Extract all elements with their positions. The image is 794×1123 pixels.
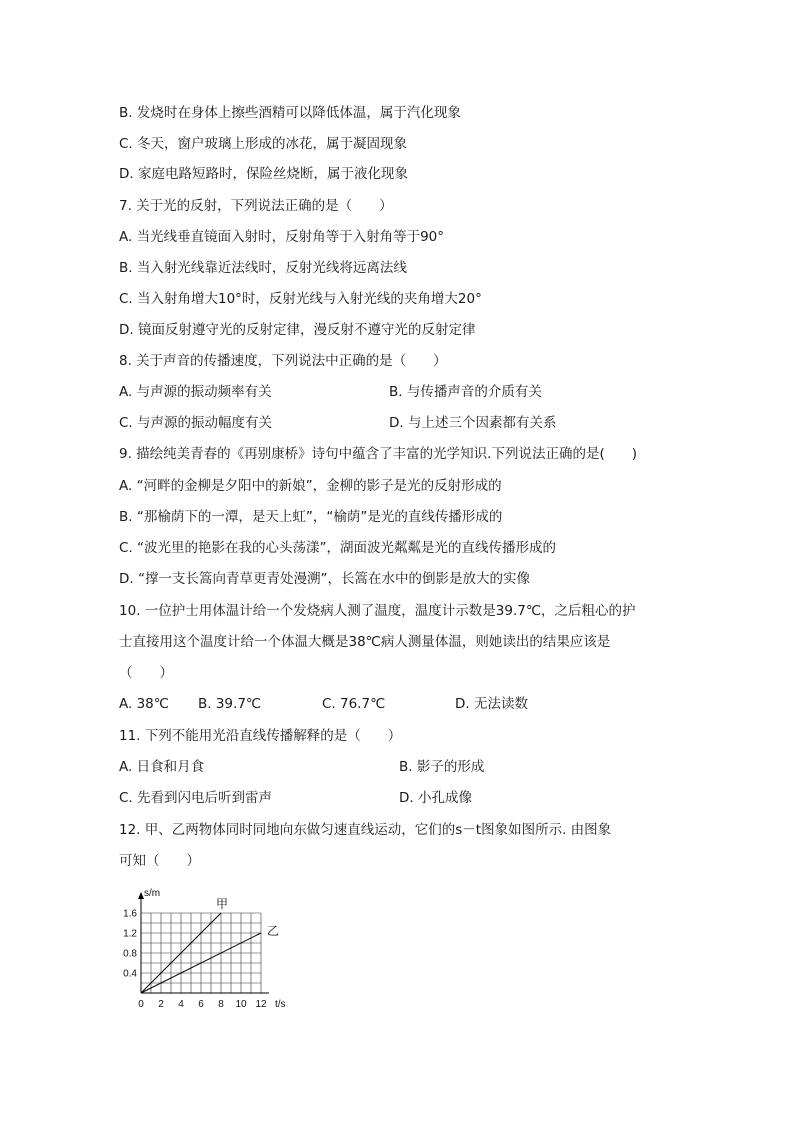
q10-option-d: D. 无法读数 bbox=[455, 696, 528, 712]
x-tick-label: 6 bbox=[198, 999, 204, 1010]
y-tick-label: 1.6 bbox=[123, 908, 137, 920]
x-tick-label: 0 bbox=[138, 999, 144, 1010]
q9-stem: 9. 描绘纯美青春的《再别康桥》诗句中蕴含了丰富的光学知识.下列说法正确的是( ) bbox=[119, 446, 637, 462]
y-tick-label: 0.4 bbox=[123, 968, 137, 980]
q9-option-c: C. “波光里的艳影在我的心头荡漾”，湖面波光粼粼是光的直线传播形成的 bbox=[119, 540, 556, 556]
q11-option-b: B. 影子的形成 bbox=[399, 759, 485, 775]
x-tick-label: 12 bbox=[255, 999, 267, 1010]
q7-option-c: C. 当入射角增大10°时，反射光线与入射光线的夹角增大20° bbox=[119, 291, 482, 307]
x-tick-label: 8 bbox=[218, 999, 224, 1010]
q6-option-d: D. 家庭电路短路时，保险丝烧断，属于液化现象 bbox=[119, 166, 408, 182]
st-graph bbox=[112, 883, 302, 1013]
q7-stem: 7. 关于光的反射，下列说法正确的是（ ） bbox=[119, 198, 393, 214]
q11-stem: 11. 下列不能用光沿直线传播解释的是（ ） bbox=[119, 728, 402, 744]
q8-option-a: A. 与声源的振动频率有关 bbox=[119, 384, 272, 400]
x-axis-label: t/s bbox=[275, 999, 286, 1010]
q9-option-b: B. “那榆荫下的一潭，是天上虹”，“榆荫”是光的直线传播形成的 bbox=[119, 509, 503, 525]
q10-stem-line2: 士直接用这个温度计给一个体温大概是38℃病人测量体温，则她读出的结果应该是 bbox=[119, 634, 611, 650]
q11-option-d: D. 小孔成像 bbox=[399, 790, 472, 806]
q9-option-a: A. “河畔的金柳是夕阳中的新娘”，金柳的影子是光的反射形成的 bbox=[119, 478, 502, 494]
chart-axes bbox=[138, 892, 269, 993]
series-label: 甲 bbox=[216, 897, 229, 911]
q10-option-c: C. 76.7℃ bbox=[322, 696, 386, 712]
series-label: 乙 bbox=[267, 924, 280, 938]
x-tick-label: 10 bbox=[235, 999, 247, 1010]
q9-option-d: D. “撑一支长篙向青草更青处漫溯”，长篙在水中的倒影是放大的实像 bbox=[119, 571, 530, 587]
q8-option-b: B. 与传播声音的介质有关 bbox=[389, 384, 542, 400]
q11-option-c: C. 先看到闪电后听到雷声 bbox=[119, 790, 273, 806]
q10-option-b: B. 39.7℃ bbox=[198, 696, 262, 712]
chart-grid bbox=[141, 913, 261, 993]
x-tick-label: 4 bbox=[178, 999, 184, 1010]
y-tick-label: 1.2 bbox=[123, 928, 137, 940]
q12-stem-line2: 可知（ ） bbox=[119, 853, 200, 869]
q7-option-b: B. 当入射光线靠近法线时，反射光线将远离法线 bbox=[119, 260, 407, 276]
q7-option-d: D. 镜面反射遵守光的反射定律，漫反射不遵守光的反射定律 bbox=[119, 322, 476, 338]
y-tick-label: 0.8 bbox=[123, 948, 137, 960]
q8-stem: 8. 关于声音的传播速度，下列说法中正确的是（ ） bbox=[119, 353, 447, 369]
q6-option-b: B. 发烧时在身体上擦些酒精可以降低体温，属于汽化现象 bbox=[119, 105, 461, 121]
q8-option-c: C. 与声源的振动幅度有关 bbox=[119, 415, 273, 431]
y-axis-label: s/m bbox=[144, 888, 161, 899]
q8-option-d: D. 与上述三个因素都有关系 bbox=[389, 415, 557, 431]
q11-option-a: A. 日食和月食 bbox=[119, 759, 205, 775]
q7-option-a: A. 当光线垂直镜面入射时，反射角等于入射角等于90° bbox=[119, 229, 445, 245]
q12-stem-line1: 12. 甲、乙两物体同时同地向东做匀速直线运动，它们的s－t图象如图所示. 由图象 bbox=[119, 822, 612, 838]
chart-series bbox=[141, 897, 279, 993]
q10-stem-line1: 10. 一位护士用体温计给一个发烧病人测了温度，温度计示数是39.7℃，之后粗心的护 bbox=[119, 603, 636, 619]
q10-stem-line3: （ ） bbox=[119, 665, 173, 681]
x-tick-label: 2 bbox=[158, 999, 164, 1010]
q10-option-a: A. 38℃ bbox=[119, 696, 169, 712]
q6-option-c: C. 冬天，窗户玻璃上形成的冰花，属于凝固现象 bbox=[119, 136, 408, 152]
